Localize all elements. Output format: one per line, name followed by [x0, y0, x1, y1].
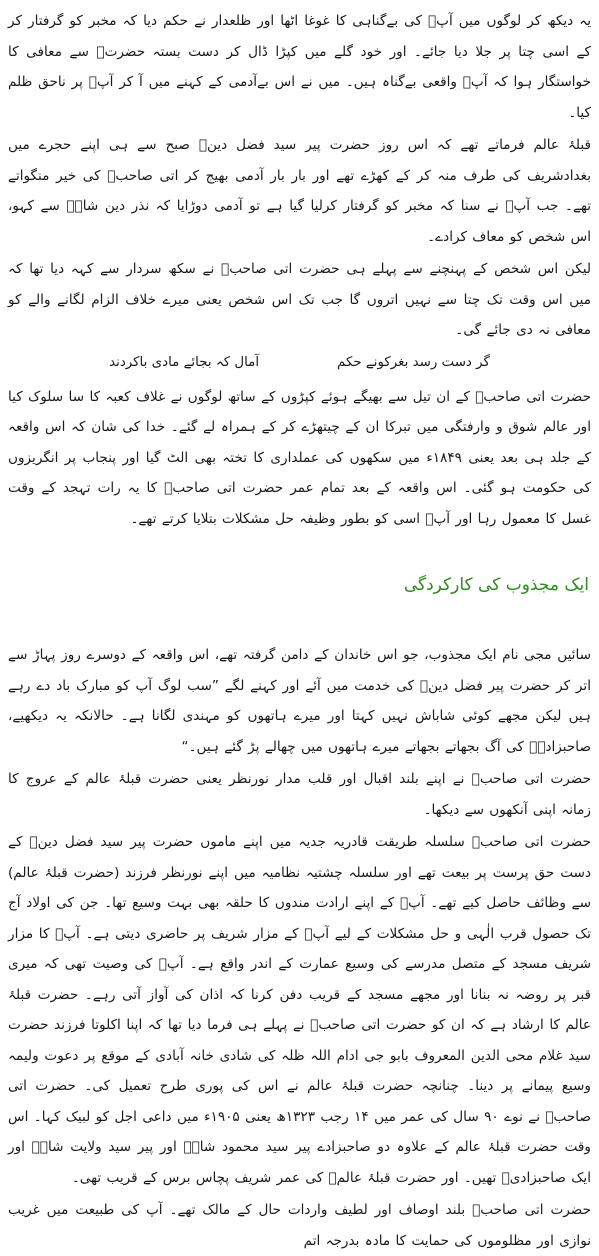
body-paragraph-3: لیکن اس شخص کے پہنچنے سے پہلے ہی حضرت اتی صاحبؒ نے سکھ سردار سے کہہ دیا تھا کہ میں اس وقت تک چتا سے نہیں اتروں گا جب تک اس شخص یعنی میرے خلاف الزام لگانے والے کو معافی نہ دی جائے گی۔: [8, 261, 591, 338]
body-paragraph-7: حضرت اتی صاحبؒ سلسلہ طریقت قادریہ جدیہ میں اپنے ماموں حضرت پیر سید فضل دینؒ کے دست حق پرست پر بیعت تھے اور سلسلہ چشتیہ نظامیہ میں اپنے نورنظر فرزند (حضرت قبلۂ عالم) سے وظائف حاصل کیے تھے۔ آپؒ کے اپنے ارادت مندوں کا حلقہ بھی بہت وسیع تھا۔ جن کی اولاد آج تک حصول قرب الٰہی و حل مشکلات کے لیے آپؒ کے مزار شریف پر حاضری دیتی ہے۔ آپؒ کا مزار شریف مسجد کے متصل مدرسے کی وسیع عمارت کے اندر واقع ہے۔ آپؒ کی وصیت تھی کہ میری قبر پر روضہ نہ بنانا اور مجھے مسجد کے قریب دفن کرنا کہ اذان کی آواز آتی رہے۔ حضرت قبلۂ عالم کا ارشاد ہے کہ ان کو حضرت اتی صاحبؒ نے پہلے ہی فرما دیا تھا کہ اپنا اکلوتا فرزند حضرت سید غلام محی الدین المعروف بابو جی ادام اللہ ظلہ کی شادی خانہ آبادی کے موقع پر دعوت ولیمہ وسیع پیمانے پر دینا۔ چنانچہ حضرت قبلۂ عالم نے اس کی پوری طرح تعمیل کی۔ حضرت اتی صاحبؒ نے نوے ۹۰ سال کی عمر میں ۱۴ رجب ۱۳۲۳ھ یعنی ۱۹۰۵ء میں داعی اجل کو لبیک کہا۔ اس وقت حضرت قبلۂ عالم کے علاوہ دو صاحبزادے پیر سید محمود شاہؒ اور پیر سید ولایت شاہؒ اور ایک صاحبزادیؒ تھیں۔ اور حضرت قبلۂ عالمؒ کی عمر شریف پچاس برس کے قریب تھی۔: [8, 834, 591, 1186]
verse-hemistich-left: آمال کہ بجائے مادی باکردند: [109, 354, 260, 370]
body-paragraph-2: قبلۂ عالم فرماتے تھے کہ اس روز حضرت پیر سید فضل دینؒ صبح سے ہی اپنے حجرے میں بغدادشریف کی طرف منہ کر کے کھڑے تھے اور بار بار آدمی بھیج کر اتی صاحبؒ کی خیر منگواتے تھے۔ جب آپؒ نے سنا کہ مخبر کو گرفتار کرلیا گیا ہے تو آدمی دوڑایا کہ نذر دین شاہؒ سے کہو، اس شخص کو معاف کرادے۔: [8, 137, 591, 245]
body-paragraph-4: حضرت اتی صاحبؒ کے ان تیل سے بھیگے ہوئے کپڑوں کے ساتھ لوگوں نے غلاف کعبہ کا سا سلوک کیا اور عالم شوق و وارفتگی میں تبرکا ان کے چیتھڑے کر کے ہمراہ لے گئے۔ خدا کی شان کہ اس واقعہ کے جلد ہی بعد یعنی ۱۸۴۹ء میں سکھوں کی عملداری کا تختہ بھی الٹ گیا اور پنجاب پر انگریزوں کی حکومت ہو گئی۔ اس واقعہ کے بعد تمام عمر حضرت اتی صاحبؒ کا یہ رات تہجد کے وقت غسل کا معمول رہا اور آپؒ اسی کو بطور وظیفہ حل مشکلات بتلایا کرتے تھے۔: [8, 388, 591, 527]
body-paragraph-6: حضرت اتی صاحبؒ نے اپنے بلند اقبال اور قلب مدار نورنظر یعنی حضرت قبلۂ عالم کے عروج کا زمانہ اپنی آنکھوں سے دیکھا۔: [8, 771, 591, 818]
body-paragraph-1: یہ دیکھ کر لوگوں میں آپؒ کی بےگناہی کا غوغا اٹھا اور ظلعدار نے حکم دیا کہ مخبر کو گرفتار کر کے اسی چتا پر جلا دیا جائے۔ اور خود گلے میں کپڑا ڈال کر دست بستہ حضرتؒ سے معافی کا خواستگار ہوا کہ آپؒ واقعی بےگناہ ہیں۔ میں نے اس بےآدمی کے کہنے میں آ کر آپؒ پر ناحق ظلم کیا۔: [8, 13, 591, 121]
body-paragraph-5: سائیں مجی نام ایک مجذوب، جو اس خاندان کے دامن گرفتہ تھے، اس واقعہ کے دوسرے روز پہاڑ سے اتر کر حضرت پیر فضل دینؒ کی خدمت میں آئے اور کہنے لگے ”سب لوگ آپ کو مبارک باد دے رہے ہیں لیکن مجھے کوئی شاباش نہیں کہتا اور میرے ہاتھوں کو مہندی لگانا ہے۔ حالانکہ یہ دیکھیے، صاحبزادےؒ کی آگ بجھاتے بجھاتے میرے ہاتھوں میں چھالے پڑ گئے ہیں۔“: [8, 647, 591, 755]
body-paragraph-8: حضرت اتی صاحبؒ بلند اوصاف اور لطیف واردات حال کے مالک تھے۔ آپ کی طبیعت میں غریب نوازی اور مظلوموں کی حمایت کا مادہ بدرجہ اتم: [8, 1202, 591, 1249]
verse-couplet: [8, 348, 591, 378]
section-heading: ایک مجذوب کی کارکردگی: [403, 575, 589, 595]
verse-hemistich-right: گر دست رسد بغرکونے حکم: [337, 354, 490, 370]
